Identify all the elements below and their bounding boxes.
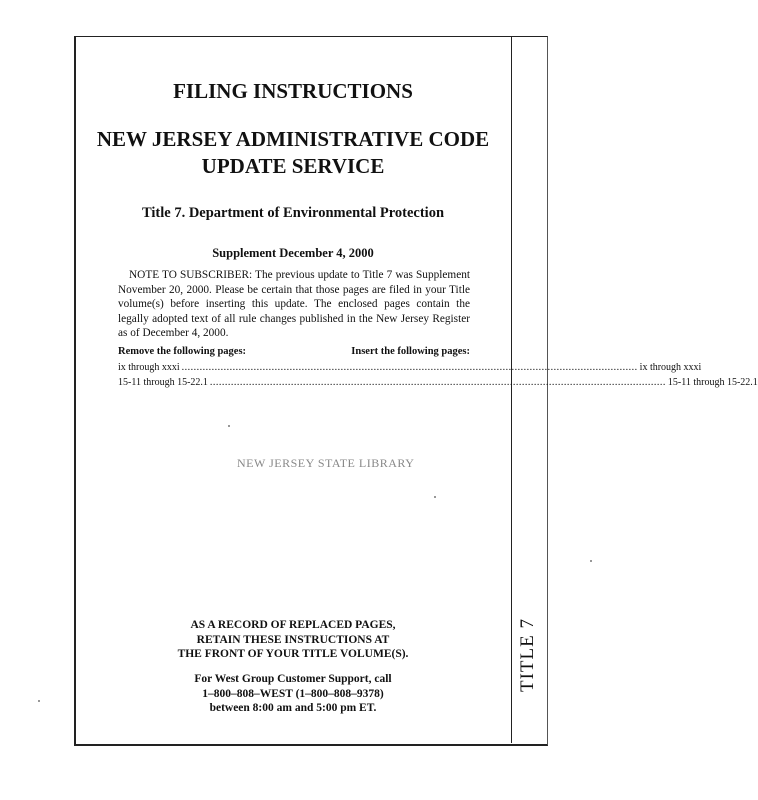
code-title-line2: UPDATE SERVICE [201, 154, 385, 178]
remove-header: Remove the following pages: [118, 346, 247, 357]
support-hours: between 8:00 am and 5:00 pm ET. [209, 702, 377, 714]
code-title [75, 126, 511, 180]
tab-label: TITLE 7 [517, 617, 538, 693]
code-title-line1: NEW JERSEY ADMINISTRATIVE CODE [96, 127, 490, 151]
subscriber-note: NOTE TO SUBSCRIBER: The previous update to Title 7 was Supplement November 20, 2000. Please be certain that those pages are filed in your Title volume(s) before inserting this update. The enclosed pages contain the legally adopted text of all rule changes published in the New Jersey Register as of December 4, 2000. [118, 269, 470, 340]
record-line: RETAIN THESE INSTRUCTIONS AT [196, 633, 390, 646]
scan-speck [228, 425, 230, 427]
scan-speck [590, 560, 592, 562]
customer-support [75, 672, 511, 716]
scan-speck [38, 700, 40, 702]
dot-leader: ........................................................................................................................................................ [181, 362, 638, 373]
library-stamp: NEW JERSEY STATE LIBRARY [237, 456, 415, 470]
table-header [118, 346, 470, 357]
insert-header: Insert the following pages: [351, 346, 470, 357]
record-line: AS A RECORD OF REPLACED PAGES, [190, 619, 396, 631]
scan-speck [434, 496, 436, 498]
supplement-date: Supplement December 4, 2000 [212, 246, 374, 260]
table-row [118, 377, 758, 388]
dot-leader: ........................................................................................................................................................ [209, 377, 666, 388]
insert-pages: 15-11 through 15-22.1 [667, 377, 758, 388]
insert-pages: ix through xxxi [639, 362, 702, 373]
support-line: For West Group Customer Support, call [194, 673, 392, 685]
remove-pages: 15-11 through 15-22.1 [118, 377, 208, 388]
support-phone: 1–800–808–WEST (1–800–808–9378) [202, 687, 384, 700]
page-title: FILING INSTRUCTIONS [173, 79, 413, 103]
record-line: THE FRONT OF YOUR TITLE VOLUME(S). [177, 648, 409, 660]
remove-pages: ix through xxxi [118, 362, 180, 373]
title-number: Title 7. Department of Environmental Protection [141, 205, 445, 221]
record-instructions [75, 618, 511, 662]
table-row [118, 362, 702, 373]
